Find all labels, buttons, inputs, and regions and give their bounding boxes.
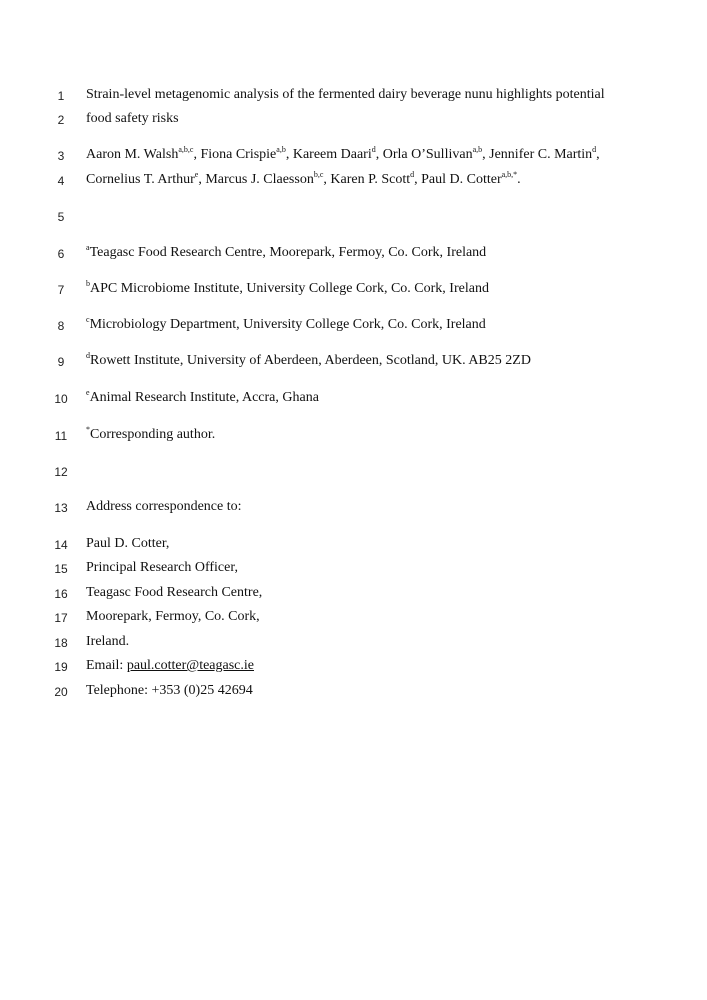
manuscript-line-9 <box>0 352 707 372</box>
manuscript-line-17 <box>0 608 707 628</box>
email-link[interactable]: paul.cotter@teagasc.ie <box>126 658 254 673</box>
correspondence-telephone: Telephone: +353 (0)25 42694 <box>86 683 253 698</box>
manuscript-line-4 <box>0 171 707 191</box>
author-affiliation-marks: d <box>410 170 415 179</box>
affiliation-mark: d <box>86 351 90 360</box>
affiliation-e <box>86 389 319 407</box>
author-name: Jennifer C. Martin <box>489 147 593 162</box>
manuscript-line-3 <box>0 146 707 166</box>
affiliation-text: Animal Research Institute, Accra, Ghana <box>89 390 319 405</box>
correspondence-email <box>86 657 254 675</box>
affiliation-mark: e <box>86 388 90 397</box>
author-separator: , <box>596 147 600 162</box>
manuscript-line-7 <box>0 280 707 300</box>
line-number: 20 <box>54 685 68 699</box>
author-affiliation-marks: d <box>371 145 376 154</box>
affiliation-mark: a <box>86 243 90 252</box>
author-separator: , <box>375 147 383 162</box>
affiliation-text: Rowett Institute, University of Aberdeen, Aberdeen, Scotland, UK. AB25 2ZD <box>90 353 531 368</box>
line-number: 8 <box>57 319 65 333</box>
manuscript-line-2 <box>0 110 707 130</box>
title-line-1: Strain-level metagenomic analysis of the fermented dairy beverage nunu highlights potential <box>86 87 605 102</box>
line-number: 13 <box>54 501 68 515</box>
affiliation-text: Teagasc Food Research Centre, Moorepark, Fermoy, Co. Cork, Ireland <box>89 245 487 260</box>
line-number: 3 <box>57 149 65 163</box>
manuscript-line-1 <box>0 86 707 106</box>
affiliation-mark: c <box>86 315 90 324</box>
author-name: Paul D. Cotter <box>421 172 502 187</box>
author-list-line-1 <box>86 146 600 164</box>
manuscript-line-12 <box>0 462 707 482</box>
author-affiliation-marks: a,b <box>276 145 286 154</box>
affiliation-mark: b <box>86 279 90 288</box>
author-affiliation-marks: a,b,c <box>178 145 194 154</box>
correspondence-organization: Teagasc Food Research Centre, <box>86 585 263 600</box>
affiliation-a <box>86 244 486 262</box>
affiliation-d <box>86 352 531 370</box>
author-name: Marcus J. Claesson <box>205 172 314 187</box>
correspondence-country: Ireland. <box>86 634 130 649</box>
author-list-line-2 <box>86 171 521 189</box>
email-label: Email: <box>86 658 127 673</box>
author-affiliation-marks: b,c <box>313 170 324 179</box>
affiliation-mark: * <box>86 425 90 434</box>
correspondence-heading: Address correspondence to: <box>86 499 242 514</box>
author-affiliation-marks: a,b <box>472 145 483 154</box>
manuscript-line-18 <box>0 633 707 653</box>
author-affiliation-marks: a,b,* <box>501 170 518 179</box>
correspondence-name: Paul D. Cotter, <box>86 536 170 551</box>
line-number: 9 <box>57 355 65 369</box>
line-number: 10 <box>54 392 68 406</box>
line-number: 15 <box>54 562 68 576</box>
manuscript-line-10 <box>0 389 707 409</box>
affiliation-text: Microbiology Department, University College Cork, Co. Cork, Ireland <box>89 317 486 332</box>
manuscript-line-14 <box>0 535 707 555</box>
line-number: 1 <box>57 89 65 103</box>
author-name: Aaron M. Walsh <box>86 147 179 162</box>
corresponding-author-note <box>86 426 215 444</box>
line-number: 12 <box>54 465 68 479</box>
line-number: 11 <box>54 429 68 443</box>
line-number: 5 <box>57 210 65 224</box>
correspondence-location: Moorepark, Fermoy, Co. Cork, <box>86 609 260 624</box>
author-separator: , <box>414 172 422 187</box>
author-separator: . <box>517 172 521 187</box>
line-number: 6 <box>57 247 65 261</box>
line-number: 2 <box>57 113 65 127</box>
author-name: Orla O’Sullivan <box>382 147 473 162</box>
manuscript-line-5 <box>0 207 707 227</box>
correspondence-role: Principal Research Officer, <box>86 560 238 575</box>
line-number: 17 <box>54 611 68 625</box>
manuscript-line-11 <box>0 426 707 446</box>
manuscript-line-13 <box>0 498 707 518</box>
manuscript-line-6 <box>0 244 707 264</box>
affiliation-c <box>86 316 486 334</box>
manuscript-line-16 <box>0 584 707 604</box>
author-name: Fiona Crispie <box>200 147 277 162</box>
manuscript-line-19 <box>0 657 707 677</box>
author-affiliation-marks: d <box>592 145 597 154</box>
affiliation-text: Corresponding author. <box>90 427 216 442</box>
author-affiliation-marks: e <box>194 170 199 179</box>
author-separator: , <box>285 147 293 162</box>
manuscript-line-20 <box>0 682 707 702</box>
author-separator: , <box>323 172 331 187</box>
line-number: 14 <box>54 538 68 552</box>
line-number: 19 <box>54 660 68 674</box>
manuscript-line-15 <box>0 559 707 579</box>
author-name: Cornelius T. Arthur <box>86 172 195 187</box>
author-separator: , <box>193 147 201 162</box>
author-separator: , <box>198 172 206 187</box>
line-number: 4 <box>57 174 65 188</box>
manuscript-line-8 <box>0 316 707 336</box>
affiliation-b <box>86 280 489 298</box>
line-number: 18 <box>54 636 68 650</box>
title-line-2: food safety risks <box>86 111 179 126</box>
line-number: 7 <box>57 283 65 297</box>
author-name: Kareem Daari <box>292 147 372 162</box>
line-number: 16 <box>54 587 68 601</box>
author-name: Karen P. Scott <box>330 172 411 187</box>
author-separator: , <box>482 147 490 162</box>
affiliation-text: APC Microbiome Institute, University College Cork, Co. Cork, Ireland <box>90 281 489 296</box>
